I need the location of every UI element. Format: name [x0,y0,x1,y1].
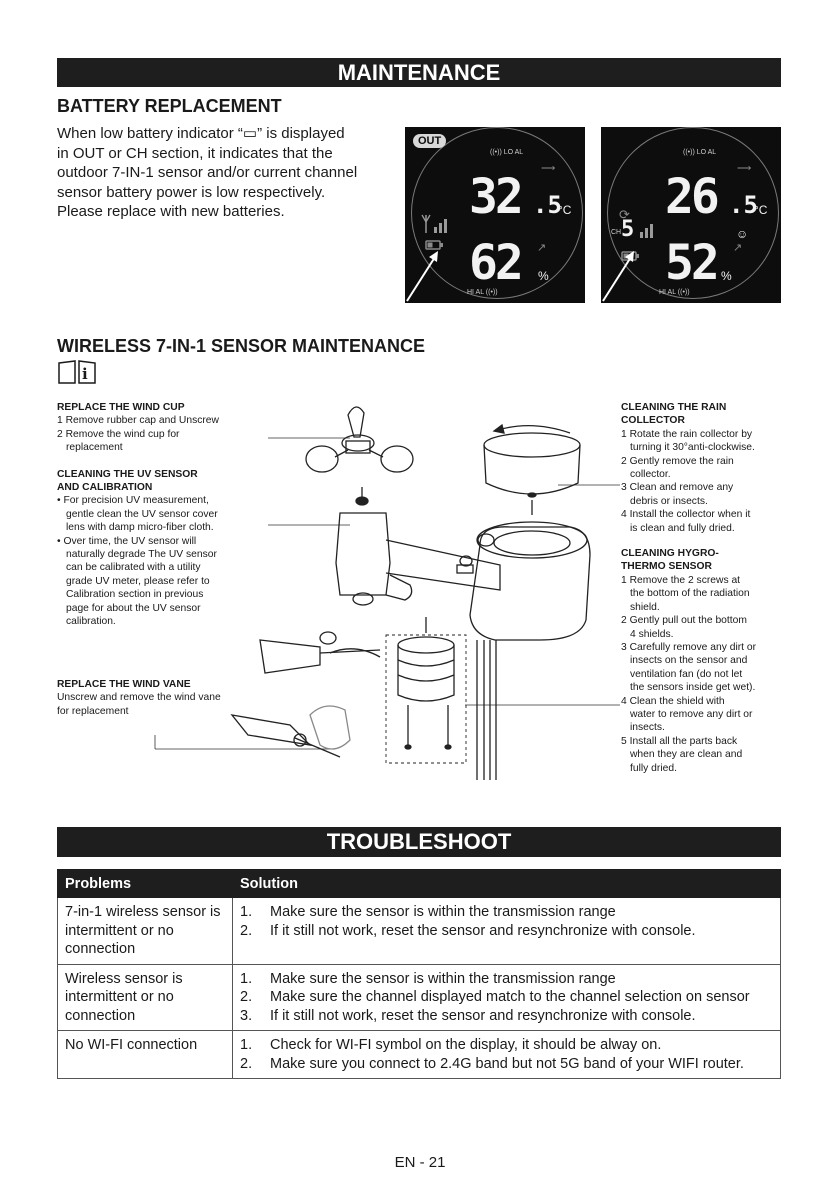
humidity-value: 52 [665,235,717,291]
uv-title: CLEANING THE UV SENSOR [57,468,198,480]
right-instructions [621,401,786,775]
text-line: outdoor 7-IN-1 sensor and/or current channel [57,164,358,181]
battery-title: BATTERY REPLACEMENT [57,96,282,116]
text-line: water to remove any dirt or [630,708,753,720]
humidity-value: 62 [469,235,521,291]
page-number: EN - 21 [394,1154,446,1171]
text-line: 1 Remove rubber cap and Unscrew [57,415,219,427]
text-line: 1 Remove the 2 screws at [621,574,741,586]
wind-vane [232,632,380,757]
trend-arrow-icon: ↗ [537,242,547,254]
channel-number: 5 [621,217,635,242]
text-line: lens with damp micro-fiber cloth. [66,522,214,534]
text-line: the bottom of the radiation [630,588,750,600]
text-line: 5 Install all the parts back [621,735,738,747]
text-line: grade UV meter, please refer to [66,575,210,587]
temperature-unit: °C [558,203,572,217]
table-header-row [58,870,781,898]
rain-title: COLLECTOR [621,415,685,427]
pointer-arrow [405,245,445,303]
text-line: is clean and fully dried. [630,522,735,534]
solution-cell [233,1031,781,1079]
temperature-decimal: .5 [533,191,562,219]
text-line: for replacement [57,705,129,717]
windcup-title: REPLACE THE WIND CUP [57,402,185,413]
text-line: collector. [630,469,671,481]
text-line: 4 Clean the shield with [621,695,725,707]
text-line: Please replace with new batteries. [57,203,285,220]
text-line: 2 Remove the wind cup for [57,428,180,440]
solution-cell [233,964,781,1031]
text-line: Calibration section in previous [66,589,204,601]
troubleshoot-table [57,869,781,1079]
text-line: insects. [630,722,665,734]
table-row [58,1031,781,1079]
uv-title: AND CALIBRATION [57,482,153,494]
radiation-shield [386,617,466,763]
text-line: gentle clean the UV sensor cover [66,508,218,520]
battery-text [57,124,387,222]
solution-step: 1. Check for WI-FI symbol on the display, it should be alway on. [240,1037,662,1053]
channel-label: CH [611,229,622,236]
text-line: can be calibrated with a utility [66,562,201,574]
solution-step: 3. If it still not work, reset the sensor and resynchronize with console. [240,1007,696,1024]
hi-alarm-label: HI AL ((•)) [659,289,690,296]
sensor-diagram [150,395,620,785]
lcd-display-channel [601,127,781,303]
lcd-display-out [405,127,585,303]
text-line: 2 Gently remove the rain [621,455,734,467]
solution-step: 1. Make sure the sensor is within the transmission range [240,904,616,920]
problem-cell: Wireless sensor is intermittent or no connection [58,964,233,1031]
text-line: sensor battery power is low respectively. [57,183,326,201]
out-badge: OUT [413,134,446,148]
manual-info-icon [57,359,97,385]
text-line: • For precision UV measurement, [57,495,209,507]
text-line: debris or insects. [630,495,708,507]
text-line: ventilation fan (do not let [630,668,743,680]
mounting-pole [477,640,496,780]
text-line: when they are clean and [630,749,743,761]
hygro-title: THERMO SENSOR [621,561,712,573]
table-row [58,964,781,1031]
signal-icon [421,213,451,235]
humidity-unit: % [721,269,732,283]
uv-sensor-cover [356,487,368,505]
text-line: shield. [630,601,660,613]
solution-step: 1. Make sure the sensor is within the transmission range [240,970,616,987]
text-line: 3 Clean and remove any [621,482,734,494]
text-line: 1 Rotate the rain collector by [621,428,753,440]
text-line: the sensors inside get wet). [630,682,756,694]
temperature-unit: °C [754,203,768,217]
comfort-smiley-icon: ☺ [736,227,749,241]
lo-alarm-label: ((•)) LO AL [490,149,524,156]
trend-arrow-icon: ↗ [733,242,743,254]
wind-cup [306,407,413,472]
problem-cell: No WI-FI connection [58,1031,233,1079]
text-line: 3 Carefully remove any dirt or [621,641,757,653]
temperature-value: 32 [469,169,521,225]
sensor-body [336,513,590,640]
text-line: 2 Gently pull out the bottom [621,615,747,627]
svg-text:i: i [82,365,88,383]
signal-bars-icon [639,223,659,239]
text-line: fully dried. [630,762,677,774]
text-line: 4 shields. [630,628,674,640]
refresh-icon: ⟳ [619,207,630,222]
rain-collector [484,425,580,515]
text-line: When low battery indicator “▭” is displayed [57,125,345,142]
solution-cell [233,898,781,965]
text-line: in OUT or CH section, it indicates that the [57,144,333,162]
text-line: Unscrew and remove the wind vane [57,692,221,704]
text-line: • Over time, the UV sensor will [57,535,197,547]
humidity-unit: % [538,269,549,283]
lo-alarm-label: ((•)) LO AL [683,149,717,156]
text-line: naturally degrade The UV sensor [66,549,217,561]
temperature-value: 26 [665,169,717,225]
pointer-arrow [601,245,641,303]
troubleshoot-heading: TROUBLESHOOT [57,827,781,857]
problem-cell: 7-in-1 wireless sensor is intermittent or no connection [58,898,233,965]
arrow-right-icon: ⟶ [541,163,556,174]
text-line: replacement [66,442,123,454]
solution-step: 2. If it still not work, reset the sensor and resynchronize with console. [240,922,696,939]
column-header-solution: Solution [233,870,781,898]
solution-step: 2. Make sure the channel displayed match to the channel selection on sensor [240,989,750,1005]
text-line: insects on the sensor and [630,655,748,667]
arrow-right-icon: ⟶ [737,163,752,174]
hi-alarm-label: HI AL ((•)) [467,289,498,296]
vane-title: REPLACE THE WIND VANE [57,679,191,690]
solution-step: 2. Make sure you connect to 2.4G band but not 5G band of your WIFI router. [240,1055,744,1072]
text-line: calibration. [66,616,116,628]
text-line: turning it 30°anti-clockwise. [630,442,755,454]
hygro-title: CLEANING HYGRO- [621,548,719,560]
text-line: 4 Install the collector when it [621,509,751,521]
maintenance-heading: MAINTENANCE [57,58,781,87]
rain-title: CLEANING THE RAIN [621,402,727,413]
column-header-problems: Problems [58,870,233,898]
wireless-title: WIRELESS 7-IN-1 SENSOR MAINTENANCE [57,336,426,356]
temperature-decimal: .5 [729,191,758,219]
text-line: page for about the UV sensor [66,602,201,614]
table-row [58,898,781,965]
